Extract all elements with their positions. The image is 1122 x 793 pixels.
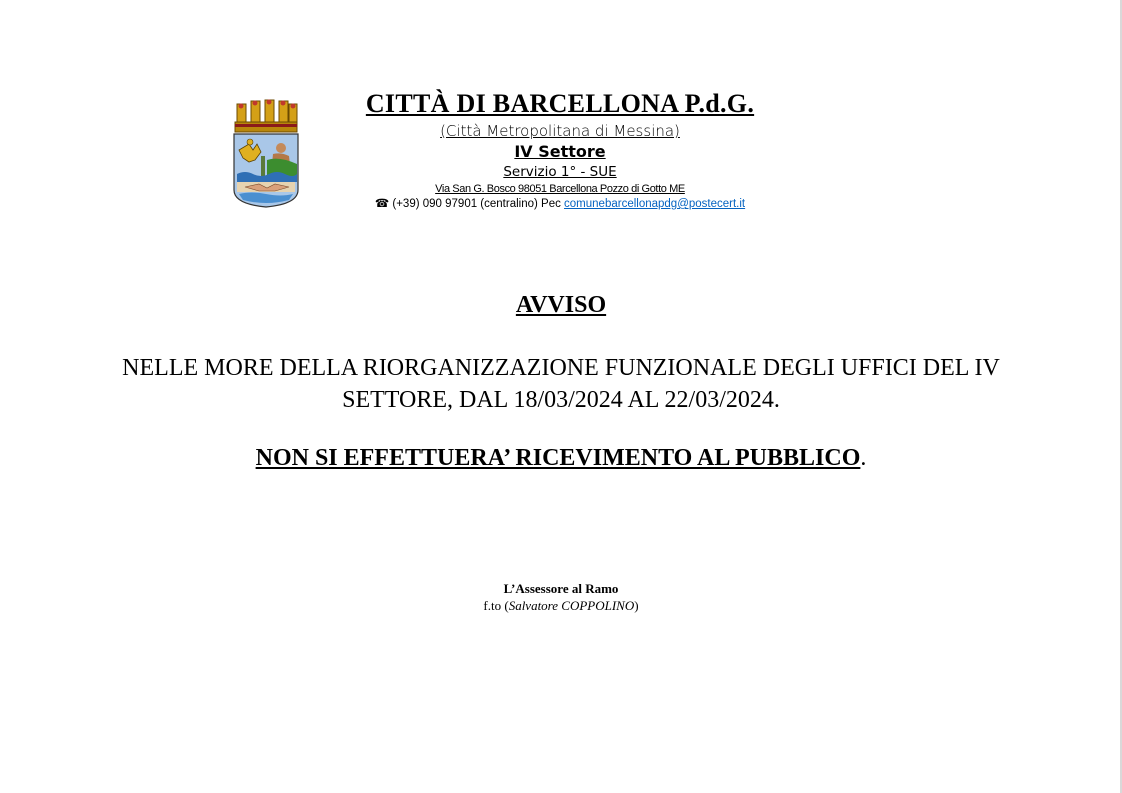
notice-body: [60, 352, 1062, 416]
phone-text: (+39) 090 97901 (centralino) Pec: [389, 198, 565, 210]
coat-of-arms-icon: [231, 98, 301, 208]
pec-email-link[interactable]: comunebarcellonapdg@postecert.it: [564, 198, 746, 210]
notice-statement-text: NON SI EFFETTUERA’ RICEVIMENTO AL PUBBLICO: [255, 445, 861, 471]
signature-role: L’Assessore al Ramo: [503, 581, 619, 596]
sector-label: IV Settore: [514, 142, 606, 161]
letterhead: [310, 88, 810, 212]
notice-statement: [0, 445, 1122, 472]
signature-name-line: [0, 597, 1122, 614]
notice-body-line-2: SETTORE, DAL 18/03/2024 AL 22/03/2024.: [342, 387, 780, 413]
signature-block: [0, 580, 1122, 614]
signature-fto: f.to (: [483, 598, 509, 613]
notice-body-line-1: NELLE MORE DELLA RIORGANIZZAZIONE FUNZIONALE DEGLI UFFICI DEL IV: [122, 355, 1000, 381]
signature-name: Salvatore COPPOLINO: [508, 598, 635, 613]
city-title: CITTÀ DI BARCELLONA P.d.G.: [365, 89, 755, 118]
metropolitan-subtitle: (Città Metropolitana di Messina): [440, 122, 680, 140]
address-line: Via San G. Bosco 98051 Barcellona Pozzo di Gotto ME: [435, 183, 685, 195]
signature-close: ): [634, 598, 639, 613]
phone-icon: ☎: [374, 198, 390, 210]
service-label: Servizio 1° - SUE: [503, 164, 617, 180]
notice-statement-period: .: [860, 445, 867, 471]
contact-line: [310, 196, 810, 212]
notice-heading: AVVISO: [515, 292, 607, 318]
